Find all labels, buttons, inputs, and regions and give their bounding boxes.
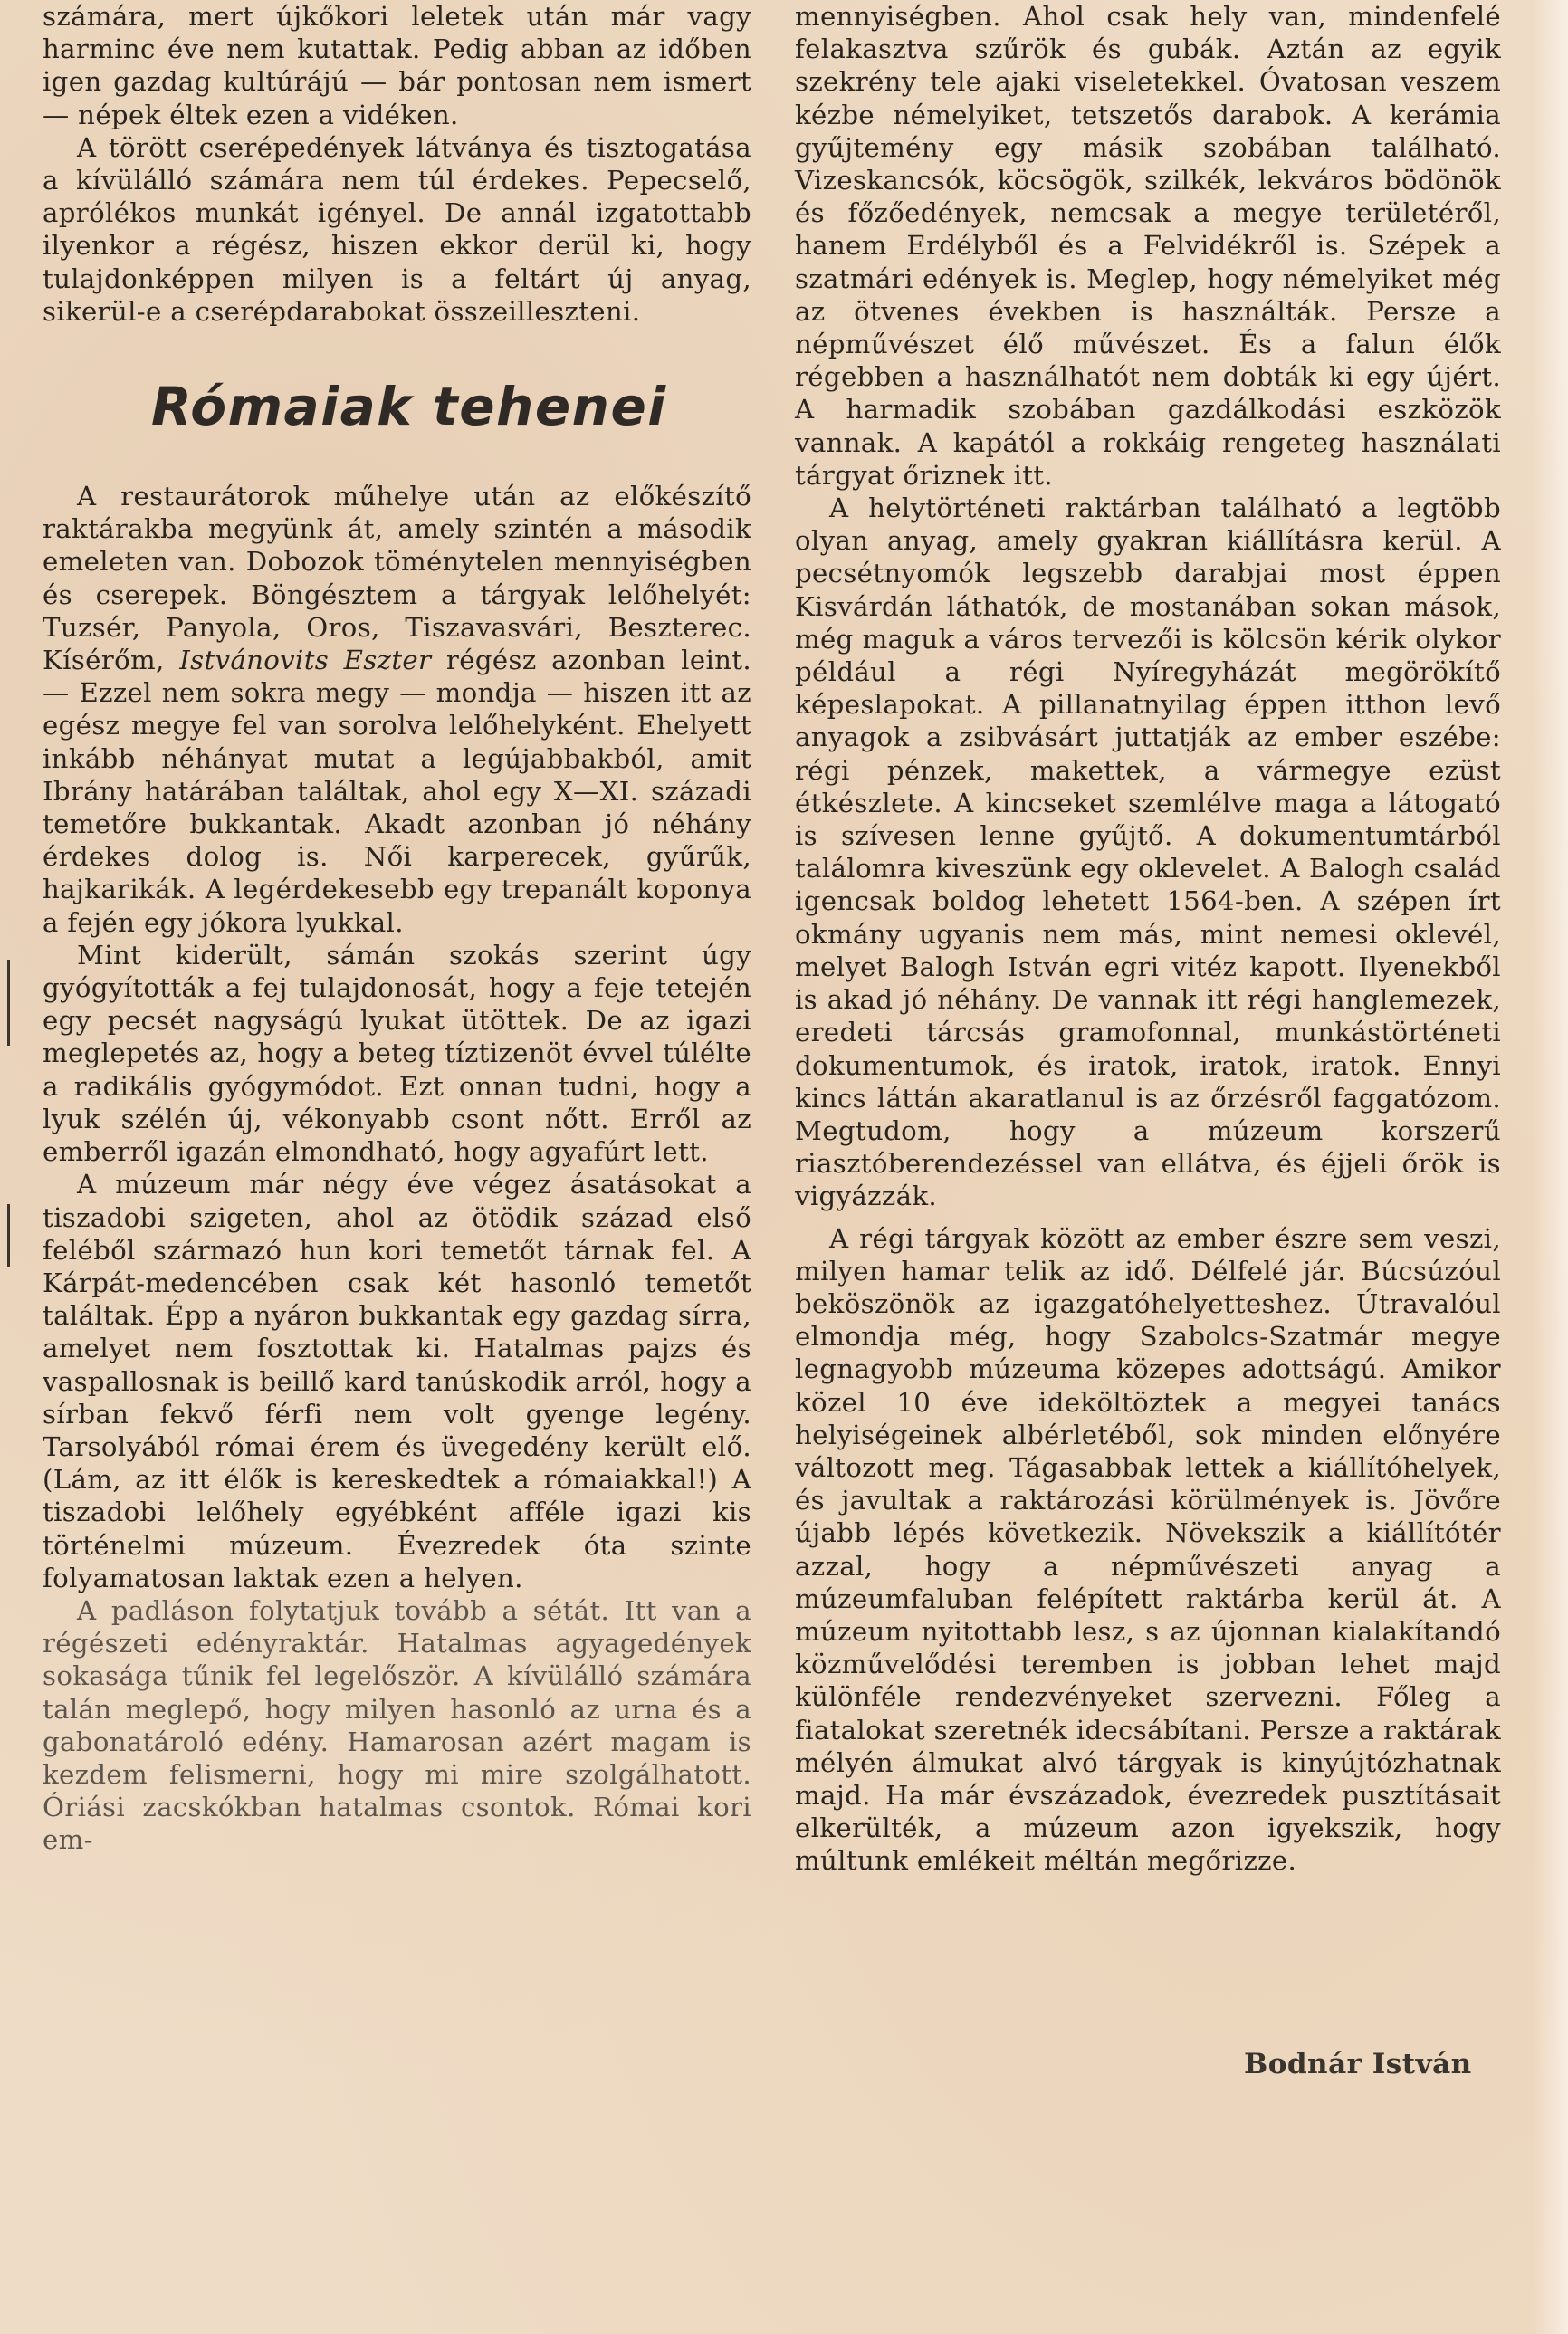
- paragraph: A régi tárgyak között az ember észre sem veszi, milyen hamar telik az idő. Délfelé jár. Búcsúzóul beköszönök az igazgatóhelyetteshez. Útravalóul elmondja még, hogy Szabolcs-Szatmár megye legnagyobb múzeuma közepes adottságú. Amikor közel 10 éve ideköltöztek a megyei tanács helyiségeinek albérletéből, sok minden előnyére változott meg. Tágasabbak lettek a kiállítóhelyek, és javultak a raktározási körülmények is. Jövőre újabb lépés következik. Növekszik a kiállítótér azzal, hogy a népművészeti anyag a múzeumfaluban felépített raktárba kerül át. A múzeum nyitottabb lesz, s az újonnan kialakítandó közművelődési teremben is jobban lehet majd különféle rendezvényeket szervezni. Főleg a fiatalokat szeretnék idecsábítani. Persze a raktárak mélyén álmukat alvó tárgyak is kinyújtózhatnak majd. Ha már évszázadok, évezredek pusztításait elkerülték, a múzeum azon igyekszik, hogy múltunk emlékeit méltán megőrizze.: [795, 1222, 1501, 1877]
- person-name: Istvánovits Eszter: [179, 645, 432, 676]
- paragraph: Mint kiderült, sámán szokás szerint úgy gyógyították a fej tulajdonosát, hogy a feje tetején egy pecsét nagyságú lyukat ütöttek. De az igazi meglepetés az, hogy a beteg tíztizenöt évvel túlélte a radikális gyógymódot. Ezt onnan tudni, hogy a lyuk szélén új, vékonyabb csont nőtt. Erről az emberről igazán elmondható, hogy agyafúrt lett.: [43, 939, 751, 1168]
- section-headline: Rómaiak tehenei: [151, 376, 667, 438]
- author-byline: Bodnár István: [1244, 2048, 1472, 2081]
- paragraph: A törött cserépedények látványa és tisztogatása a kívülálló számára nem túl érdekes. Pepecselő, aprólékos munkát igényel. De annál izgatottabb ilyenkor a régész, hiszen ekkor derül ki, hogy tulajdonképpen milyen is a feltárt új anyag, sikerül-e a cserépdarabokat összeilleszteni.: [43, 131, 751, 327]
- left-column: [43, 0, 751, 1857]
- paragraph: mennyiségben. Ahol csak hely van, mindenfelé felakasztva szűrök és gubák. Aztán az egyik szekrény tele ajaki viseletekkel. Óvatosan veszem kézbe némelyiket, tetszetős darabok. A kerámia gyűjtemény egy másik szobában található. Vizeskancsók, köcsögök, szilkék, lekváros bödönök és főzőedények, nemcsak a megye területéről, hanem Erdélyből és a Felvidékről is. Szépek a szatmári edények is. Meglep, hogy némelyiket még az ötvenes években is használták. Persze a népművészet élő művészet. És a falun élők régebben a használhatót nem dobták ki egy újért. A harmadik szobában gazdálkodási eszközök vannak. A kapától a rokkáig rengeteg használati tárgyat őriznek itt.: [795, 1, 1501, 491]
- margin-mark: [7, 960, 10, 1046]
- paragraph: A restaurátorok műhelye után az előkészítő raktárakba megyünk át, amely szintén a második emeleten van. Dobozok töménytelen mennyiségben és cserepek. Böngésztem a tárgyak lelőhelyét: Tuzsér, Panyola, Oros, Tiszavasvári, Beszterec. Kísérőm, Istvánovits Eszter régész azonban leint. — Ezzel nem sokra megy — mondja — hiszen itt az egész megye fel van sorolva lelőhelyként. Ehelyett inkább néhányat mutat a legújabbakból, amit Ibrány határában találtak, ahol egy X—XI. századi temetőre bukkantak. Akadt azonban jó néhány érdekes dolog is. Női karperecek, gyűrűk, hajkarikák. A legérdekesebb egy trepanált koponya a fején egy jókora lyukkal.: [43, 481, 751, 938]
- paragraph: A padláson folytatjuk tovább a sétát. Itt van a régészeti edényraktár. Hatalmas agyagedények sokasága tűnik fel legelőször. A kívülálló számára talán meglepő, hogy milyen hasonló az urna és a gabonatároló edény. Hamarosan azért magam is kezdem felismerni, hogy mi mire szolgálhatott. Óriási zacskókban hatalmas csontok. Római kori em-: [43, 1594, 751, 1856]
- paragraph: számára, mert újkőkori leletek után már vagy harminc éve nem kutattak. Pedig abban az időben igen gazdag kultúrájú — bár pontosan nem ismert — népek éltek ezen a vidéken.: [43, 1, 751, 130]
- right-column: [795, 0, 1501, 1878]
- paragraph: A múzeum már négy éve végez ásatásokat a tiszadobi szigeten, ahol az ötödik század első feléből származó hun kori temetőt tárnak fel. A Kárpát-medencében csak két hasonló temetőt találtak. Épp a nyáron bukkantak egy gazdag sírra, amelyet nem fosztottak ki. Hatalmas pajzs és vaspallosnak is beillő kard tanúskodik arról, hogy a sírban fekvő férfi nem volt gyenge legény. Tarsolyából római érem és üvegedény került elő. (Lám, az itt élők is kereskedtek a rómaiakkal!) A tiszadobi lelőhely egyébként afféle igazi kis történelmi múzeum. Évezredek óta szinte folyamatosan laktak ezen a helyen.: [43, 1169, 751, 1593]
- paragraph: A helytörténeti raktárban található a legtöbb olyan anyag, amely gyakran kiállításra kerül. A pecsétnyomók legszebb darabjai most éppen Kisvárdán láthatók, de mostanában sokan mások, még maguk a város tervezői is kölcsön kérik olykor például a régi Nyíregyházát megörökítő képeslapokat. A pillanatnyilag éppen itthon levő anyagok a zsibvásárt juttatják az ember eszébe: régi pénzek, makettek, a vármegye ezüst étkészlete. A kincseket szemlélve maga a látogató is szívesen lenne gyűjtő. A dokumentumtárból találomra kiveszünk egy oklevelet. A Balogh család igencsak boldog lehetett 1564-ben. A szépen írt okmány ugyanis nem más, mint nemesi oklevél, melyet Balogh István egri vitéz kapott. Ilyenekből is akad jó néhány. De vannak itt régi hanglemezek, eredeti tárcsás gramofonnal, munkástörténeti dokumentumok, és iratok, iratok, iratok. Ennyi kincs láttán akaratlanul is az őrzésről faggatózom. Megtudom, hogy a múzeum korszerű riasztóberendezéssel van ellátva, és éjjeli őrök is vigyázzák.: [795, 493, 1501, 1212]
- scan-edge: [1532, 0, 1568, 2334]
- margin-mark: [7, 1204, 10, 1267]
